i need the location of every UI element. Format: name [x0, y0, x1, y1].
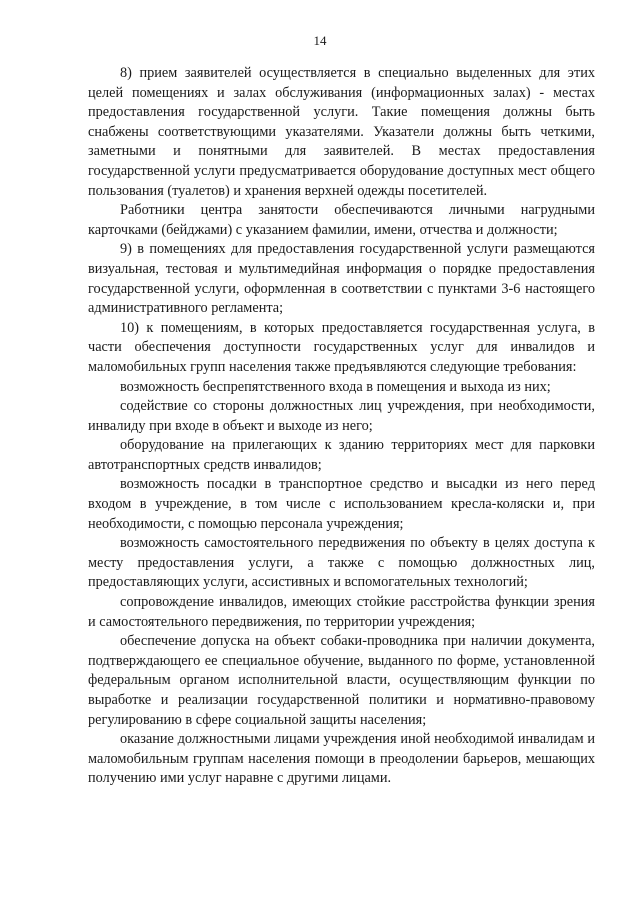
paragraph-item-9: 9) в помещениях для предоставления государственной услуги размещаются визуальная, тестовая и мультимедийная информация о порядке предоставления государственной услуги, оформленная в соответствии с пунктами 3-6 настоящего административного регламента;: [88, 241, 595, 317]
requirement-staff-assistance: содействие со стороны должностных лиц учреждения, при необходимости, инвалиду при входе в объект и выходе из него;: [88, 398, 595, 434]
requirement-guide-dog: обеспечение допуска на объект собаки-проводника при наличии документа, подтверждающего ее специальное обучение, выданного по форме, установленной федеральным органом исполнительной власти, осуществляющим функции по выработке и реализации государственной политики и нормативно-правовому регулированию в сфере социальной защиты населения;: [88, 633, 595, 728]
page-number: 14: [313, 33, 327, 48]
document-body: [88, 64, 595, 789]
paragraph-staff-badges: Работники центра занятости обеспечиваются личными нагрудными карточками (бейджами) с указанием фамилии, имени, отчества и должности;: [88, 202, 595, 238]
paragraph-item-8: 8) прием заявителей осуществляется в специально выделенных для этих целей помещениях и залах обслуживания (информационных залах) - местах предоставления государственной услуги. Такие помещения должны быть снабжены соответствующими указателями. Указатели должны быть четкими, заметными и понятными для заявителей. В местах предоставления государственной услуги предусматривается оборудование доступных мест общего пользования (туалетов) и хранения верхней одежды посетителей.: [88, 65, 595, 199]
requirement-independent-movement: возможность самостоятельного передвижения по объекту в целях доступа к месту предоставления услуги, а также с помощью должностных лиц, предоставляющих услуги, ассистивных и вспомогательных технологий;: [88, 535, 595, 591]
requirement-escort: сопровождение инвалидов, имеющих стойкие расстройства функции зрения и самостоятельного передвижения, по территории учреждения;: [88, 594, 595, 630]
requirement-boarding-transport: возможность посадки в транспортное средство и высадки из него перед входом в учреждение, в том числе с использованием кресла-коляски и, при необходимости, с помощью персонала учреждения;: [88, 476, 595, 532]
requirement-entry-exit: возможность беспрепятственного входа в помещения и выхода из них;: [120, 378, 551, 395]
requirement-other-assistance: оказание должностными лицами учреждения иной необходимой инвалидам и маломобильным группам населения помощи в преодолении барьеров, мешающих получению ими услуг наравне с другими лицами.: [88, 731, 595, 787]
requirement-parking: оборудование на прилегающих к зданию территориях мест для парковки автотранспортных средств инвалидов;: [88, 437, 595, 473]
paragraph-item-10: 10) к помещениям, в которых предоставляется государственная услуга, в части обеспечения доступности государственных услуг для инвалидов и маломобильных групп населения также предъявляются следующие требования:: [88, 319, 595, 375]
